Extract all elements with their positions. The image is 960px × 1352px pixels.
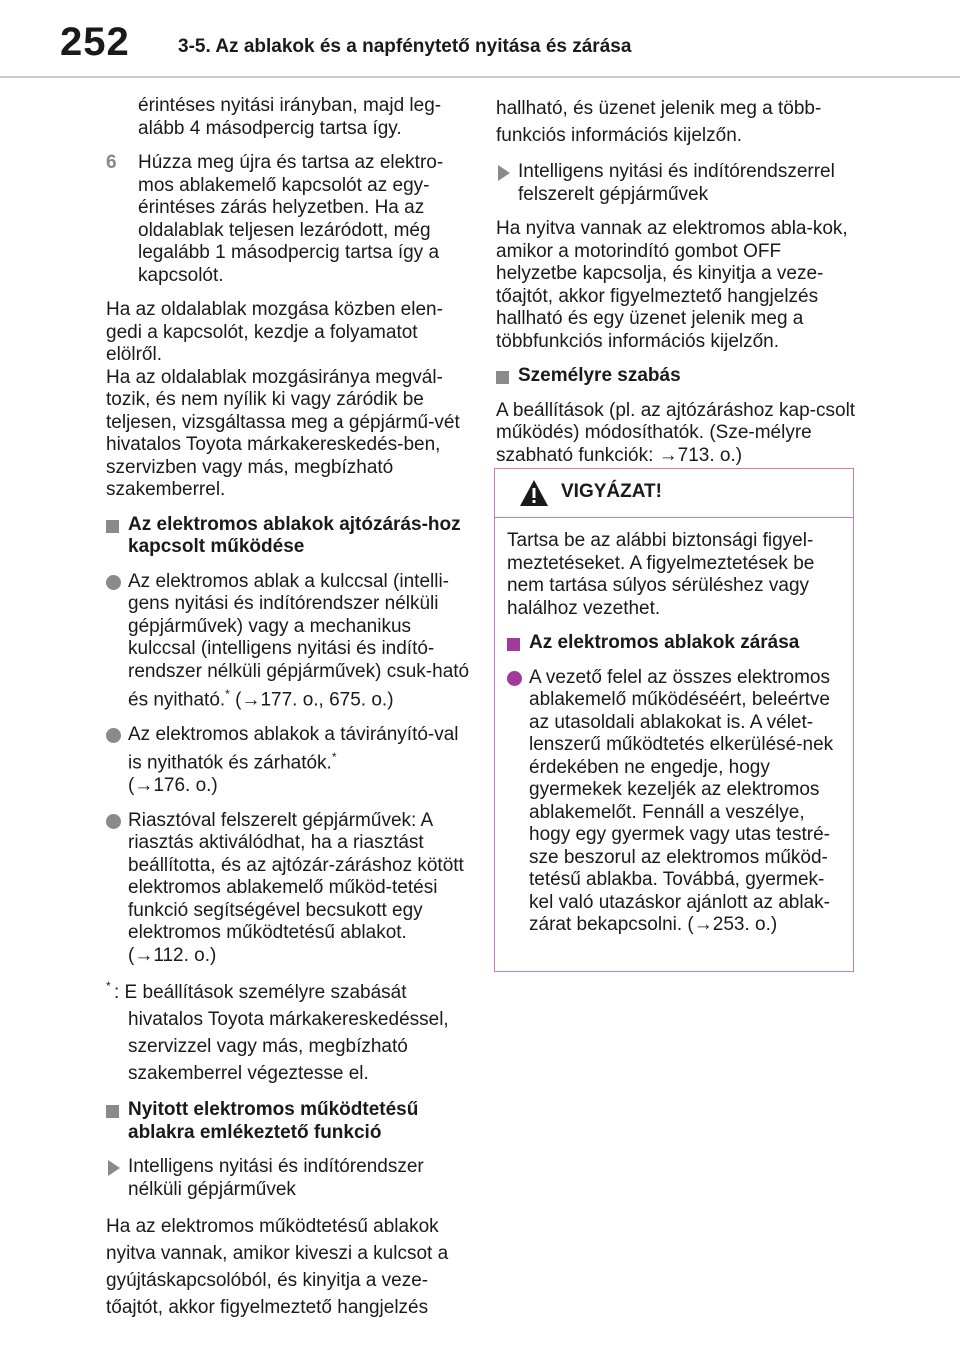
section-heading xyxy=(496,365,856,388)
heading-text: Az elektromos ablakok zárása xyxy=(529,632,800,653)
footnote-marker: * xyxy=(225,687,230,701)
warning-body xyxy=(495,518,853,937)
footnote-marker: * xyxy=(331,750,337,765)
footnote-text: : E beállítások személyre szabását hivatalos Toyota márkakereskedéssel, szervizzel vagy más, megbízható szakemberrel végeztesse el. xyxy=(114,982,449,1085)
circle-bullet-icon xyxy=(106,728,121,743)
continued-text: hallható, és üzenet jelenik meg a több-funkciós információs kijelzőn. xyxy=(496,98,822,146)
page-reference: (→176. o.) xyxy=(128,775,218,797)
list-text: Az elektromos ablakok a távirányító-val is nyithatók és zárhatók. xyxy=(128,723,459,774)
heading-text: Nyitott elektromos működtetésű ablakra emlékeztető funkció xyxy=(128,1099,419,1143)
paragraph: Ha nyitva vannak az elektromos abla-kok, amikor a motorindító gombot OFF helyzetbe kapcsolja, és kinyitja a veze-tőajtót, akkor figyelmeztető hangjelzés hallható és egy üzenet jelenik meg a többfunkciós információs kijelzőn. xyxy=(496,218,848,352)
warning-header xyxy=(495,469,853,518)
list-item xyxy=(106,571,472,712)
square-bullet-icon xyxy=(507,638,520,651)
circle-bullet-icon xyxy=(106,814,121,829)
warning-title: VIGYÁZAT! xyxy=(561,481,662,502)
circle-bullet-icon xyxy=(507,671,522,686)
continued-text: érintéses nyitási irányban, majd leg-alább 4 másodpercig tartsa így. xyxy=(138,95,442,139)
paragraph: Ha az oldalablak mozgásiránya megvál-tozik, és nem nyílik ki vagy záródik be teljesen, vizsgáltassa meg a gépjármű-vét hivatalos Toyota márkakereskedés-ben, szervizben vagy más, megbízható szakemberrel. xyxy=(106,366,460,500)
warning-intro: Tartsa be az alábbi biztonsági figyel-meztetéseket. A figyelmeztetések be nem tartása súlyos sérüléshez vagy halálhoz vezethet. xyxy=(507,530,815,619)
section-heading xyxy=(106,1099,472,1144)
step-6 xyxy=(106,152,472,287)
header-divider xyxy=(0,76,960,78)
list-text: A vezető felel az összes elektromos ablakemelő működéséért, beleértve az utasoldali ablakokat is. A vélet-lenszerű működtetés elkerülésé-nek érdekében ne engedje, hogy gyermekek kezeljék az elektromos ablakemelőt. Fennáll a veszélye, hogy egy gyermek vagy utas testré-sze beszorul az elektromos működ-tetésű ablakba. Továbbá, gyermek-kel való utazáskor ajánlott az ablak-zárat bekapcsolni. (→253. o.) xyxy=(529,666,834,935)
list-item xyxy=(106,810,472,968)
paragraph: Ha az elektromos működtetésű ablakok nyitva vannak, amikor kiveszi a kulcsot a gyújtáskapcsolóból, és kinyitja a veze-tőajtót, akkor figyelmeztető hangjelzés xyxy=(106,1216,449,1319)
left-column xyxy=(106,95,472,1333)
paragraph: A beállítások (pl. az ajtózáráshoz kap-csolt működés) módosíthatók. (Sze-mélyre szabható funkciók: →713. o.) xyxy=(496,399,856,466)
paragraph: Ha az oldalablak mozgása közben elen-gedi a kapcsolót, kezdje a folyamatot elölről. xyxy=(106,299,443,365)
square-bullet-icon xyxy=(106,1105,119,1118)
chapter-title: 3-5. Az ablakok és a napfénytető nyitása és zárása xyxy=(178,36,632,57)
list-text: Az elektromos ablak a kulccsal (intelli-gens nyitási és indítórendszer nélküli gépjárművek) vagy a mechanikus kulccsal (intelligens nyitási és indító-rendszer nélküli gépjárművek) csuk-ható és nyitható. xyxy=(128,570,470,711)
square-bullet-icon xyxy=(106,520,119,533)
page-header xyxy=(0,0,960,80)
warning-box xyxy=(494,468,854,972)
page-reference: (→177. o., 675. o.) xyxy=(229,689,394,711)
list-text: Intelligens nyitási és indítórendszer nélküli gépjárművek xyxy=(128,1156,424,1200)
triangle-bullet-icon xyxy=(498,165,510,181)
step-text: Húzza meg újra és tartsa az elektro-mos ablakemelő kapcsolót az egy-érintéses zárás helyzetben. Ha az oldalablak teljesen lezáródott, még legalább 1 másodpercig tartsa így a kapcsolót. xyxy=(138,152,444,286)
section-heading xyxy=(106,514,472,559)
circle-bullet-icon xyxy=(106,575,121,590)
list-item xyxy=(106,1156,472,1201)
list-text: Intelligens nyitási és indítórendszerrel felszerelt gépjárművek xyxy=(518,161,835,205)
right-column xyxy=(496,95,856,479)
step-number: 6 xyxy=(106,152,117,173)
footnote-marker: * xyxy=(106,979,111,994)
square-bullet-icon xyxy=(496,371,509,384)
warning-heading xyxy=(507,632,841,655)
heading-text: Az elektromos ablakok ajtózárás-hoz kapcsolt működése xyxy=(128,513,461,557)
page-number: 252 xyxy=(60,20,130,64)
footnote xyxy=(106,979,472,1087)
list-item xyxy=(106,724,472,798)
triangle-bullet-icon xyxy=(108,1160,120,1176)
heading-text: Személyre szabás xyxy=(518,365,681,386)
list-text: Riasztóval felszerelt gépjárművek: A riasztás aktiválódhat, ha a riasztást beállította, és az ajtózár-záráshoz kötött elektromos ablakemelő működ-tetési funkció segítségével becsukott egy elektromos működtetésű ablakot. (→112. o.) xyxy=(128,809,464,966)
warning-list-item xyxy=(507,667,841,937)
warning-triangle-icon xyxy=(519,479,549,507)
list-item xyxy=(496,161,856,206)
